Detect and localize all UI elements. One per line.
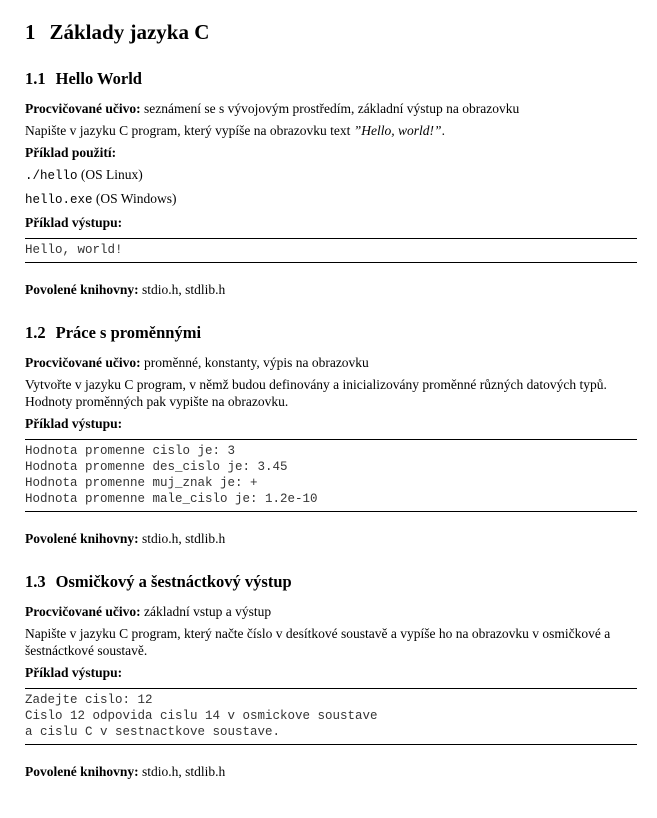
usage-note: (OS Linux) xyxy=(80,167,143,182)
section-hello-world xyxy=(25,68,637,298)
section-title: Hello World xyxy=(55,69,142,88)
section-number: 1.1 xyxy=(25,69,46,88)
topics-label: Procvičované učivo: xyxy=(25,355,141,370)
libraries-text: stdio.h, stdlib.h xyxy=(142,531,226,546)
section-number: 1.2 xyxy=(25,323,46,342)
chapter-number: 1 xyxy=(25,20,36,44)
libraries-text: stdio.h, stdlib.h xyxy=(142,764,226,779)
section-heading xyxy=(25,322,637,344)
libraries-label: Povolené knihovny: xyxy=(25,531,139,546)
output-box: Hello, world! xyxy=(25,238,637,263)
topics-text: proměnné, konstanty, výpis na obrazovku xyxy=(143,355,369,370)
task-suffix: . xyxy=(441,123,445,138)
libraries-line xyxy=(25,530,637,547)
libraries-line xyxy=(25,763,637,780)
libraries-label: Povolené knihovny: xyxy=(25,282,139,297)
usage-command: ./hello xyxy=(25,169,78,183)
topics-label: Procvičované učivo: xyxy=(25,101,141,116)
output-label xyxy=(25,415,637,432)
section-heading xyxy=(25,571,637,593)
output-label-text: Příklad výstupu: xyxy=(25,665,123,680)
libraries-label: Povolené knihovny: xyxy=(25,764,139,779)
output-box: Zadejte cislo: 12 Cislo 12 odpovida cislu 14 v osmickove soustave a cislu C v sestnactkove soustave. xyxy=(25,688,637,745)
usage-line-windows xyxy=(25,190,637,209)
section-title: Práce s proměnnými xyxy=(55,323,202,342)
output-label xyxy=(25,214,637,231)
section-heading xyxy=(25,68,637,90)
output-label-text: Příklad výstupu: xyxy=(25,215,123,230)
section-title: Osmičkový a šestnáctkový výstup xyxy=(55,572,292,591)
usage-label-text: Příklad použití: xyxy=(25,145,117,160)
topics-text: seznámení se s vývojovým prostředím, základní výstup na obrazovku xyxy=(143,101,520,116)
usage-label xyxy=(25,144,637,161)
section-number: 1.3 xyxy=(25,572,46,591)
task-prefix: Napište v jazyku C program, který vypíše na obrazovku text xyxy=(25,123,354,138)
chapter-heading xyxy=(25,18,637,46)
output-label-text: Příklad výstupu: xyxy=(25,416,123,431)
usage-command: hello.exe xyxy=(25,193,93,207)
usage-note: (OS Windows) xyxy=(95,191,177,206)
task-text: Napište v jazyku C program, který načte číslo v desítkové soustavě a vypíše ho na obrazovku v osmičkové a šestnáctkové soustavě. xyxy=(25,626,611,658)
section-octal-hex-output xyxy=(25,571,637,780)
topics-line xyxy=(25,603,637,620)
section-variables xyxy=(25,322,637,547)
libraries-line xyxy=(25,281,637,298)
task-text: Vytvořte v jazyku C program, v němž budou definovány a inicializovány proměnné různých datových typů. Hodnoty proměnných pak vypište na obrazovku. xyxy=(25,377,607,409)
topics-label: Procvičované učivo: xyxy=(25,604,141,619)
document-page xyxy=(25,18,637,785)
task-quote: ”Hello, world!” xyxy=(353,123,442,138)
task-text xyxy=(25,122,637,139)
output-box: Hodnota promenne cislo je: 3 Hodnota promenne des_cislo je: 3.45 Hodnota promenne muj_znak je: + Hodnota promenne male_cislo je: 1.2e-10 xyxy=(25,439,637,512)
libraries-text: stdio.h, stdlib.h xyxy=(142,282,226,297)
topics-text: základní vstup a výstup xyxy=(143,604,272,619)
topics-line xyxy=(25,354,637,371)
usage-line-linux xyxy=(25,166,637,185)
chapter-title: Základy jazyka C xyxy=(49,20,210,44)
topics-line xyxy=(25,100,637,117)
output-label xyxy=(25,664,637,681)
